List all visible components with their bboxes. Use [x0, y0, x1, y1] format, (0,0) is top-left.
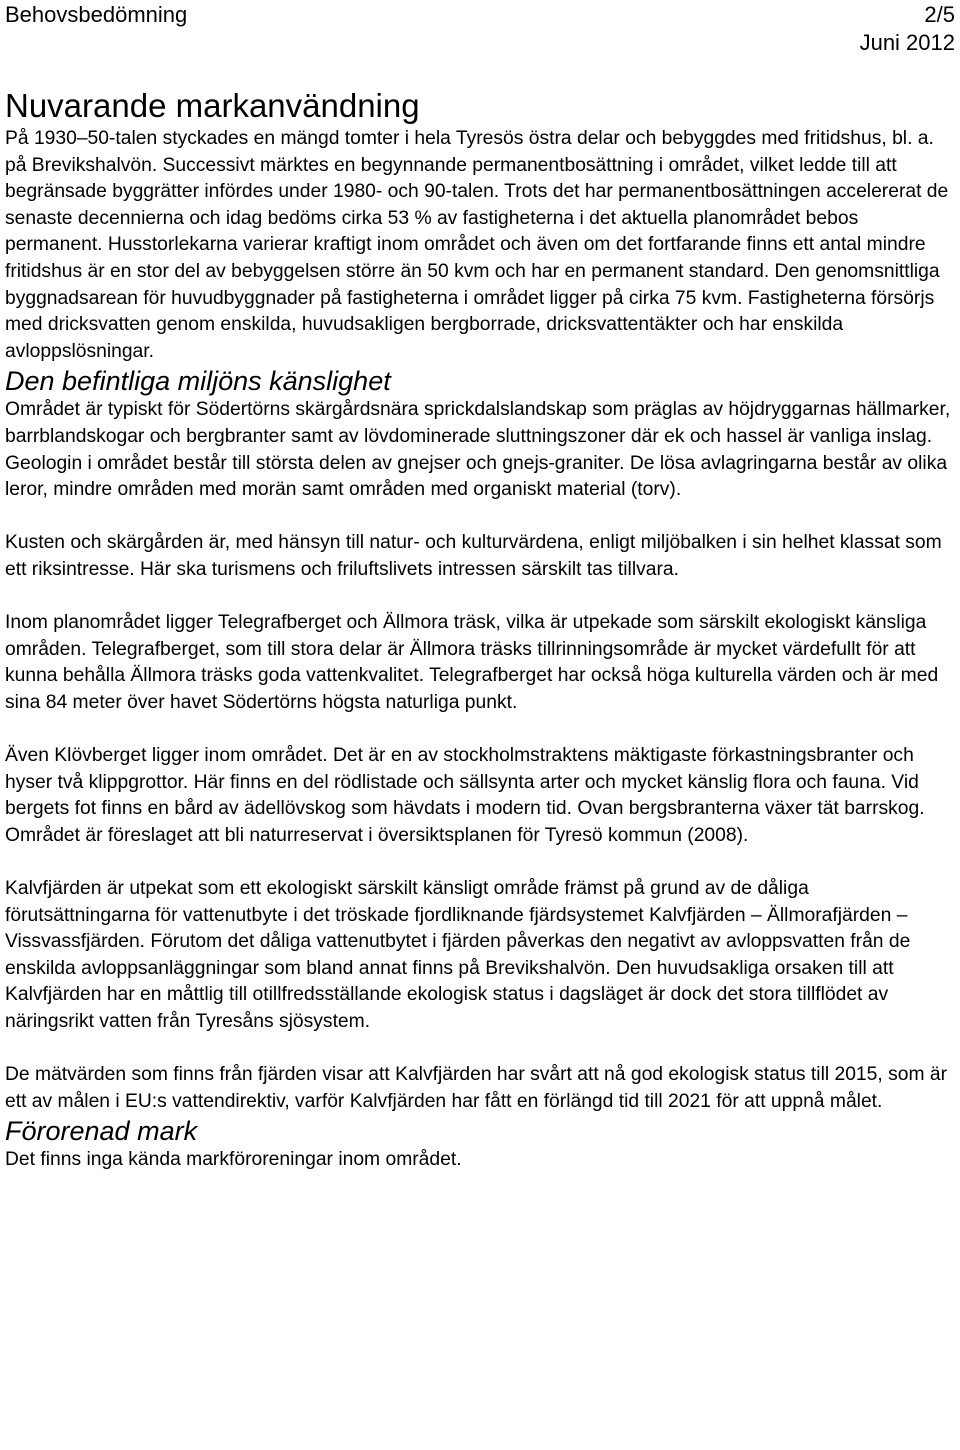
- paragraph: På 1930–50-talen styckades en mängd tomter i hela Tyresös östra delar och bebyggdes med fritidshus, bl. a. på Brevikshalvön. Successivt märktes en begynnande permanentbosättning i området, vilket ledde till att begränsade byggrätter infördes under 1980- och 90-talen. Trots det har permanentbosättningen accelererat de senaste decennierna och idag bedöms cirka 53 % av fastigheterna i det aktuella planområdet bebos permanent. Husstorlekarna varierar kraftigt inom området och även om det fortfarande finns ett antal mindre fritidshus är en stor del av bebyggelsen större än 50 kvm och har en permanent standard. Den genomsnittliga byggnadsarean för huvudbyggnader på fastigheterna i området ligger på cirka 75 kvm. Fastigheterna försörjs med dricksvatten genom enskilda, huvudsakligen bergborrade, dricksvattentäkter och har enskilda avloppslösningar.: [5, 128, 949, 362]
- paragraph: Kusten och skärgården är, med hänsyn till natur- och kulturvärdena, enligt miljöbalken i sin helhet klassat som ett riksintresse. Här ska turismens och friluftslivets intressen särskilt tas tillvara.: [5, 532, 942, 580]
- section-environmental-sensitivity: [5, 365, 955, 1115]
- section-contaminated-land: [5, 1115, 955, 1174]
- paragraph: Inom planområdet ligger Telegrafberget och Ällmora träsk, vilka är utpekade som särskilt ekologiskt känsliga områden. Telegrafberget, som till stora delar är Ällmora träsks tillrinningsområde är mycket värdefullt för att kunna behålla Ällmora träsks goda vattenkvalitet. Telegrafberget har också höga kulturella värden och är med sina 84 meter över havet Södertörns högsta naturliga punkt.: [5, 612, 939, 713]
- page-header: [5, 0, 955, 58]
- paragraph: Kalvfjärden är utpekat som ett ekologiskt särskilt känsligt område främst på grund av de dåliga förutsättningarna för vattenutbyte i det tröskade fjordliknande fjärdsystemet Kalvfjärden – Ällmorafjärden – Vissvassfjärden. Förutom det dåliga vattenutbytet i fjärden påverkas den negativt av avloppsvatten från de enskilda avloppsanläggningar som bland annat finns på Brevikshalvön. Den huvudsakliga orsaken till att Kalvfjärden har en måttlig till otillfredsställande ekologisk status i dagsläget är dock det stora tillflödet av näringsrikt vatten från Tyresåns sjösystem.: [5, 878, 911, 1032]
- paragraph: Även Klövberget ligger inom området. Det är en av stockholmstraktens mäktigaste förkastningsbranter och hyser två klippgrottor. Här finns en del rödlistade och sällsynta arter och mycket känslig flora och fauna. Vid bergets fot finns en bård av ädellövskog som hävdats i modern tid. Ovan bergsbranterna växer tät barrskog. Området är föreslaget att bli naturreservat i översiktsplanen för Tyresö kommun (2008).: [5, 745, 925, 846]
- section-heading: Nuvarande markanvändning: [5, 87, 420, 124]
- paragraph: Området är typiskt för Södertörns skärgårdsnära sprickdalslandskap som präglas av höjdryggarnas hällmarker, barrblandskogar och bergbranter samt av lövdominerade sluttningszoner där ek och hassel är vanliga inslag. Geologin i området består till största delen av gnejser och gnejs-graniter. De lösa avlagringarna består av olika leror, mindre områden med morän samt områden med organiskt material (torv).: [5, 399, 951, 501]
- document-date: Juni 2012: [859, 30, 955, 55]
- section-heading: Den befintliga miljöns känslighet: [5, 366, 391, 397]
- document-title: Behovsbedömning: [5, 2, 188, 27]
- page-number: 2/5: [924, 2, 955, 27]
- paragraph: De mätvärden som finns från fjärden visar att Kalvfjärden har svårt att nå god ekologisk status till 2015, som är ett av målen i EU:s vattendirektiv, varför Kalvfjärden har fått en förlängd tid till 2021 för att uppnå målet.: [5, 1064, 948, 1112]
- section-heading: Förorenad mark: [5, 1116, 198, 1147]
- paragraph: Det finns inga kända markföroreningar inom området.: [5, 1149, 462, 1171]
- section-current-land-use: [5, 86, 955, 365]
- document-page: [5, 0, 955, 1174]
